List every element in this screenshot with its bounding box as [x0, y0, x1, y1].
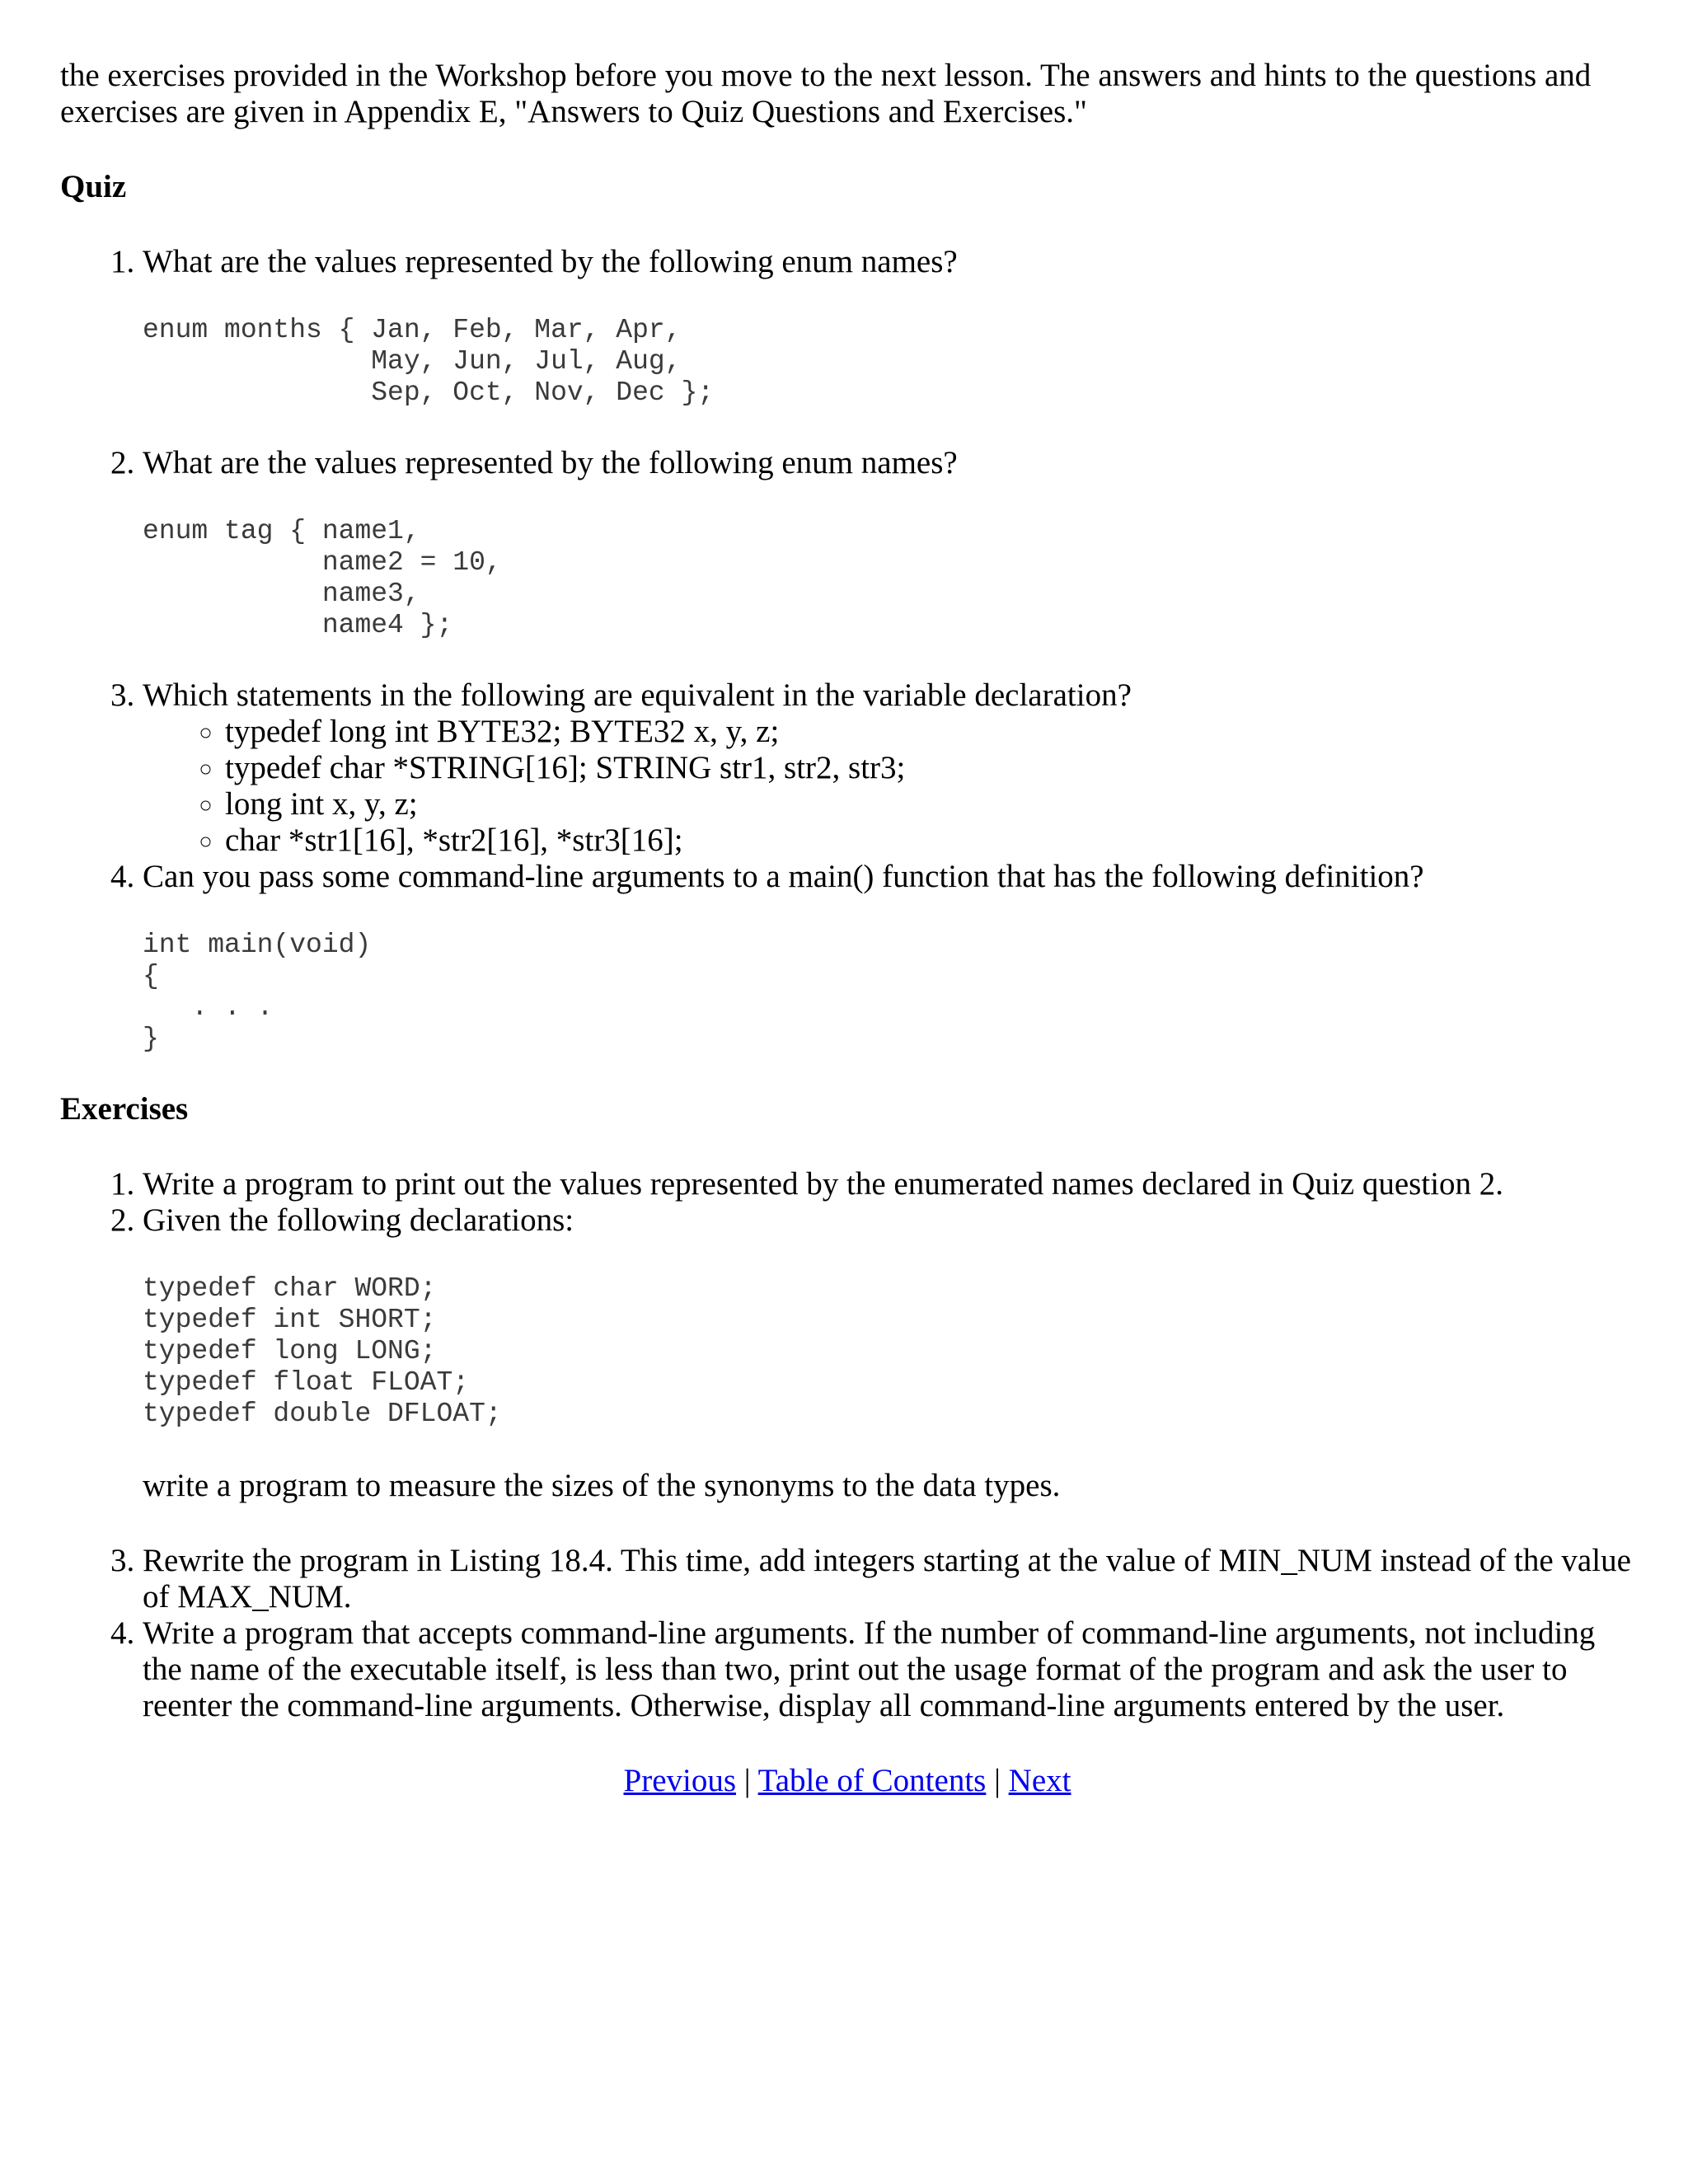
- exercise-2: [143, 1202, 1634, 1504]
- quiz-question-3-option: ◦ long int x, y, z;: [225, 786, 1634, 823]
- exercises-heading: Exercises: [60, 1091, 189, 1127]
- quiz-question-4-code: int main(void) { . . . }: [143, 930, 372, 1054]
- nav-separator: |: [994, 1763, 1001, 1798]
- quiz-question-4: [143, 859, 1634, 1055]
- exercise-4: 4. Write a program that accepts command-line arguments. If the number of command-line arguments, not including the name of the executable itself, is less than two, print out the usage format of the program and ask the user to reenter the command-line arguments. Otherwise, display all command-line arguments entered by the user.: [143, 1615, 1634, 1724]
- quiz-question-3-option: ◦ typedef long int BYTE32; BYTE32 x, y, z;: [225, 714, 1634, 750]
- quiz-question-3-option: ◦ typedef char *STRING[16]; STRING str1, str2, str3;: [225, 750, 1634, 786]
- quiz-question-1-code: enum months { Jan, Feb, Mar, Apr, May, Jun, Jul, Aug, Sep, Oct, Nov, Dec };: [143, 315, 715, 408]
- next-link[interactable]: Next: [1008, 1763, 1071, 1798]
- exercise-3: 3. Rewrite the program in Listing 18.4. This time, add integers starting at the value of MIN_NUM instead of the value of MAX_NUM.: [143, 1543, 1634, 1615]
- quiz-question-4-text: Can you pass some command-line arguments to a main() function that has the following definition?: [143, 859, 1424, 894]
- exercise-2-after-text: write a program to measure the sizes of the synonyms to the data types.: [143, 1468, 1061, 1503]
- quiz-question-2-code: enum tag { name1, name2 = 10, name3, name4 };: [143, 516, 502, 640]
- quiz-question-3: [143, 677, 1634, 859]
- page-navigation: [60, 1763, 1634, 1799]
- exercise-2-code: typedef char WORD; typedef int SHORT; typedef long LONG; typedef float FLOAT; typedef double DFLOAT;: [143, 1273, 502, 1429]
- quiz-question-2: [143, 445, 1634, 641]
- quiz-list: [60, 244, 1634, 1055]
- quiz-heading: Quiz: [60, 169, 127, 204]
- quiz-question-2-text: What are the values represented by the following enum names?: [143, 445, 958, 480]
- quiz-question-1: [143, 244, 1634, 409]
- exercises-list: [60, 1166, 1634, 1724]
- quiz-question-3-text: Which statements in the following are equivalent in the variable declaration?: [143, 677, 1132, 713]
- intro-paragraph: the exercises provided in the Workshop before you move to the next lesson. The answers and hints to the questions and exercises are given in Appendix E, "Answers to Quiz Questions and Exercises.": [60, 58, 1592, 129]
- quiz-question-3-options: [143, 714, 1634, 859]
- quiz-question-1-text: What are the values represented by the following enum names?: [143, 244, 958, 279]
- exercise-2-text: Given the following declarations:: [143, 1202, 574, 1238]
- previous-link[interactable]: Previous: [623, 1763, 737, 1798]
- exercise-1: 1. Write a program to print out the values represented by the enumerated names declared in Quiz question 2.: [143, 1166, 1634, 1202]
- nav-separator: |: [743, 1763, 751, 1798]
- table-of-contents-link[interactable]: Table of Contents: [757, 1763, 987, 1798]
- quiz-question-3-option: ◦ char *str1[16], *str2[16], *str3[16];: [225, 823, 1634, 859]
- document-page: [60, 58, 1634, 1799]
